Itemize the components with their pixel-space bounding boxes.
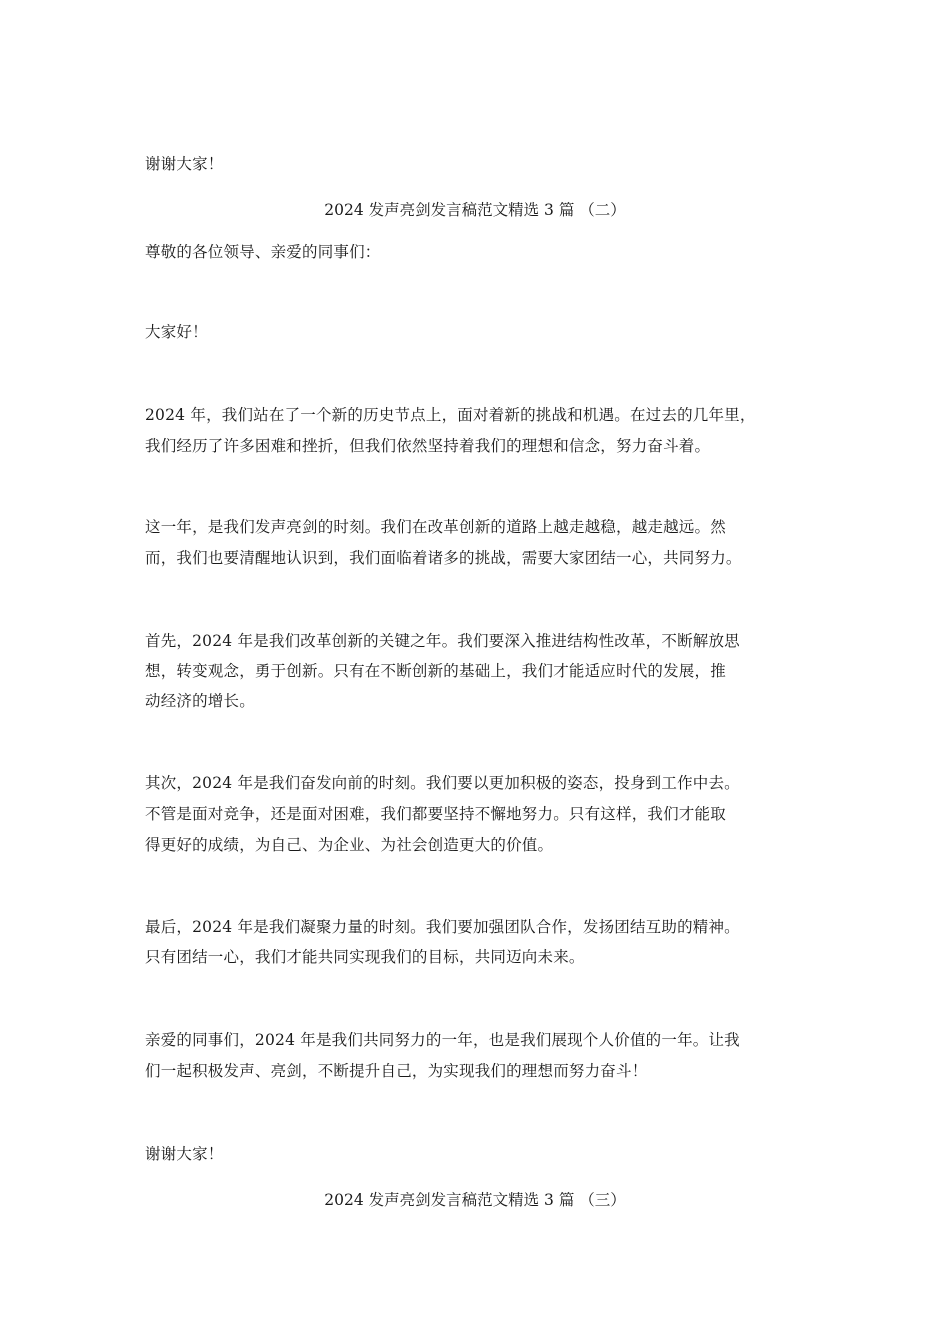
paragraph-line: 不管是面对竞争，还是面对困难，我们都要坚持不懈地努力。只有这样，我们才能取 <box>145 805 726 823</box>
paragraph-line: 动经济的增长。 <box>145 692 255 710</box>
greeting-text: 大家好！ <box>145 323 208 341</box>
section-heading: 2024 发声亮剑发言稿范文精选 3 篇 （二） <box>324 201 626 219</box>
paragraph-line: 而，我们也要清醒地认识到，我们面临着诸多的挑战，需要大家团结一心，共同努力。 <box>145 549 742 567</box>
paragraph-line: 2024 年，我们站在了一个新的历史节点上，面对着新的挑战和机遇。在过去的几年里， <box>145 406 756 424</box>
section-heading: 2024 发声亮剑发言稿范文精选 3 篇 （三） <box>324 1191 626 1209</box>
paragraph-line: 这一年，是我们发声亮剑的时刻。我们在改革创新的道路上越走越稳，越走越远。然 <box>145 518 726 536</box>
paragraph-line: 最后，2024 年是我们凝聚力量的时刻。我们要加强团队合作，发扬团结互助的精神。 <box>145 918 740 936</box>
paragraph-line: 亲爱的同事们，2024 年是我们共同努力的一年，也是我们展现个人价值的一年。让我 <box>145 1031 740 1049</box>
paragraph-line: 们一起积极发声、亮剑，不断提升自己，为实现我们的理想而努力奋斗！ <box>145 1062 648 1080</box>
paragraph-line: 只有团结一心，我们才能共同实现我们的目标，共同迈向未来。 <box>145 948 585 966</box>
paragraph-line: 想，转变观念，勇于创新。只有在不断创新的基础上，我们才能适应时代的发展，推 <box>145 662 726 680</box>
closing-text: 谢谢大家！ <box>145 155 224 173</box>
paragraph-line: 首先，2024 年是我们改革创新的关键之年。我们要深入推进结构性改革，不断解放思 <box>145 632 740 650</box>
closing-text: 谢谢大家！ <box>145 1145 224 1163</box>
salutation-text: 尊敬的各位领导、亲爱的同事们： <box>145 243 381 261</box>
paragraph-line: 我们经历了许多困难和挫折，但我们依然坚持着我们的理想和信念，努力奋斗着。 <box>145 437 711 455</box>
paragraph-line: 其次，2024 年是我们奋发向前的时刻。我们要以更加积极的姿态，投身到工作中去。 <box>145 774 740 792</box>
paragraph-line: 得更好的成绩，为自己、为企业、为社会创造更大的价值。 <box>145 836 554 854</box>
